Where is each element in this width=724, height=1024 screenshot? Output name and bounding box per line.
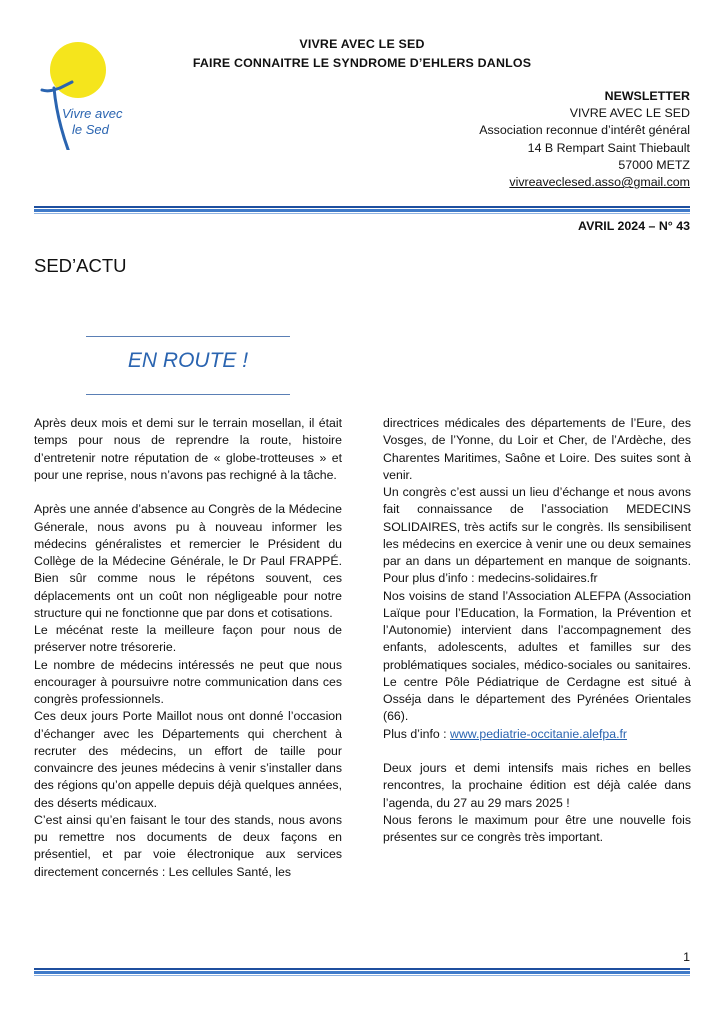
paragraph: Le nombre de médecins intéressés ne peut que nous encourager à poursuivre notre communication dans ces congrès professionnels. xyxy=(34,657,342,706)
newsletter-title: VIVRE AVEC LE SED xyxy=(299,37,425,51)
footer-divider xyxy=(34,968,690,976)
page-number: 1 xyxy=(683,950,690,964)
org-name: VIVRE AVEC LE SED xyxy=(569,106,690,121)
org-city: 57000 METZ xyxy=(618,157,690,172)
article-left-column xyxy=(34,415,342,881)
title-rule-bottom xyxy=(86,394,290,395)
paragraph: Un congrès c’est aussi un lieu d’échange et nous avons fait connaissance de l’association MEDECINS SOLIDAIRES, très actifs sur le congrès. Ils sensibilisent les médecins en exercice à venir une ou deux semaines par an dans un département en manque de soignants. Pour plus d’info : medecins-solidaires.fr xyxy=(383,485,691,586)
org-status: Association reconnue d’intérêt général xyxy=(479,123,690,138)
alefpa-link[interactable]: www.pediatrie-occitanie.alefpa.fr xyxy=(450,726,628,741)
issue-number: AVRIL 2024 – N° 43 xyxy=(578,219,690,233)
paragraph: Deux jours et demi intensifs mais riches en belles rencontres, la prochaine édition est déjà calée dans l’agenda, du 27 au 29 mars 2025 ! xyxy=(383,761,691,810)
logo-text-line2: le Sed xyxy=(72,122,109,137)
more-info-label: Plus d’info : xyxy=(383,726,450,741)
org-street: 14 B Rempart Saint Thiebault xyxy=(527,140,690,155)
title-rule-top xyxy=(86,336,290,337)
article-right-column xyxy=(383,415,691,846)
association-logo xyxy=(34,40,144,150)
paragraph-more-info xyxy=(383,726,691,743)
paragraph: Après deux mois et demi sur le terrain mosellan, il était temps pour nous de reprendre la route, histoire d’entretenir notre réputation de « globe-trotteuses » et pour une reprise, nous n’avons pas rechigné à la tâche. xyxy=(34,416,342,482)
paragraph: Le mécénat reste la meilleure façon pour nous de préserver notre trésorerie. xyxy=(34,623,342,655)
logo-text-line1: Vivre avec xyxy=(62,106,123,121)
paragraph: Nos voisins de stand l’Association ALEFPA (Association Laïque pour l’Education, la Formation, la Prévention et l’Autonomie) intervient dans l’accompagnement des enfants, adolescents, adultes et familles sur des problématiques sociales, médico-sociales ou sanitaires. Le centre Pôle Pédiatrique de Cerdagne est situé à Osséja dans le département des Pyrénées Orientales (66). xyxy=(383,588,691,724)
paragraph: directrices médicales des départements de l’Eure, des Vosges, de l’Yonne, du Loir et Cher, de l’Ardèche, des Charentes Maritimes, Saône et Loire. Des suites sont à venir. xyxy=(383,416,691,482)
newsletter-label: NEWSLETTER xyxy=(604,89,690,103)
header-divider xyxy=(34,206,690,214)
org-email-link[interactable]: vivreaveclesed.asso@gmail.com xyxy=(509,175,690,190)
article-title: EN ROUTE ! xyxy=(127,349,249,372)
section-title: SED’ACTU xyxy=(34,255,127,276)
paragraph: Après une année d’absence au Congrès de la Médecine Génerale, nous avons pu à nouveau informer les médecins généralistes et remercier le Président du Collège de la Médecine Générale, le Dr Paul FRAPPÉ. Bien sûr comme nous le répétons souvent, ces déplacements ont un coût non négligeable pour notre structure qui ne fonctionne que par dons et cotisations. xyxy=(34,502,342,620)
paragraph: Ces deux jours Porte Maillot nous ont donné l’occasion d’échanger avec les Départements qui cherchent à recruter des médecins, un effort de taille pour convaincre des jeunes médecins à venir s’installer dans des régions qu’on appelle depuis déjà quelques années, des déserts médicaux. xyxy=(34,709,342,810)
newsletter-subtitle: FAIRE CONNAITRE LE SYNDROME D’EHLERS DANLOS xyxy=(192,56,532,70)
paragraph: Nous ferons le maximum pour être une nouvelle fois présentes sur ce congrès très important. xyxy=(383,812,691,844)
organization-info xyxy=(330,88,690,191)
paragraph: C’est ainsi qu’en faisant le tour des stands, nous avons pu remettre nos documents de deux façons en présentiel, et par voie électronique aux services directement concernés : Les cellules Santé, les xyxy=(34,812,342,879)
